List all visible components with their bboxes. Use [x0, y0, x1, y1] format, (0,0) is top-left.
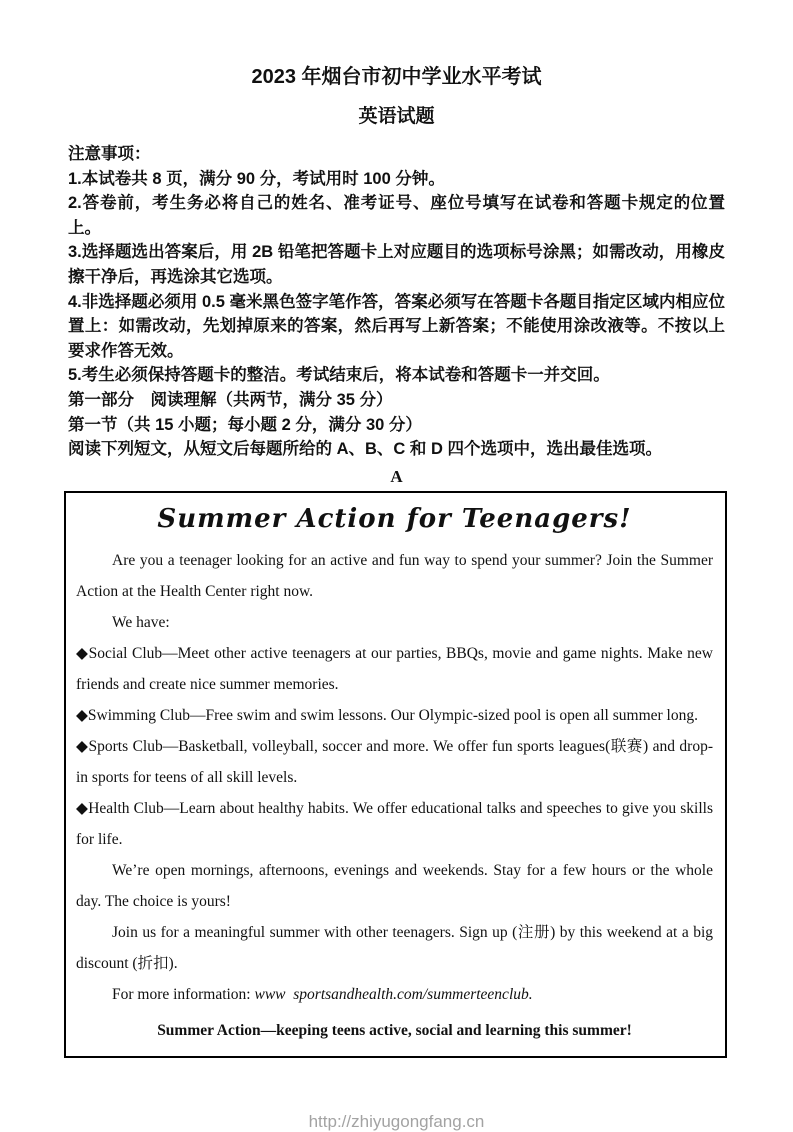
passage-intro: Are you a teenager looking for an active and fun way to spend your summer? Join the Summer Action at the Health Center right now. [76, 551, 713, 600]
footer-watermark-url: http://zhiyugongfang.cn [308, 1111, 485, 1131]
notice-item-2: 2.答卷前，考生务必将自己的姓名、准考证号、座位号填写在试卷和答题卡规定的位置上。 [68, 194, 725, 237]
notice-item-5: 5.考生必须保持答题卡的整洁。考试结束后，将本试卷和答题卡一并交回。 [68, 366, 610, 385]
notice-item-4: 4.非选择题必须用 0.5 毫米黑色签字笔作答，答案必须写在答题卡各题目指定区域内相应位置上：如需改动，先划掉原来的答案，然后再写上新答案；不能使用涂改液等。不按以上要求作答无效。 [68, 292, 725, 360]
reading-instruction: 阅读下列短文，从短文后每题所给的 A、B、C 和 D 四个选项中，选出最佳选项。 [68, 440, 662, 459]
more-info-label: For more information: [112, 985, 255, 1003]
page-title: 2023 年烟台市初中学业水平考试 [251, 66, 542, 88]
club-item-social: ◆Social Club—Meet other active teenagers at our parties, BBQs, movie and game nights. Make new friends and create nice summer memories. [76, 644, 713, 693]
part1-heading: 第一部分 阅读理解（共两节，满分 35 分） [68, 390, 393, 409]
passage-title: Summer Action for Teenagers! [157, 503, 632, 534]
passage-join: Join us for a meaningful summer with other teenagers. Sign up (注册) by this weekend at a big discount (折扣). [76, 923, 713, 972]
club-item-swimming: ◆Swimming Club—Free swim and swim lessons. Our Olympic-sized pool is open all summer long. [76, 706, 698, 724]
club-item-sports: ◆Sports Club—Basketball, volleyball, soccer and more. We offer fun sports leagues(联赛) and drop-in sports for teens of all skill levels. [76, 737, 713, 786]
passage-label: A [390, 466, 403, 486]
section1-heading: 第一节（共 15 小题；每小题 2 分，满分 30 分） [68, 415, 422, 434]
passage-box [64, 491, 727, 1058]
passage-more-info [76, 979, 713, 1010]
page-subtitle: 英语试题 [358, 106, 435, 127]
passage-slogan: Summer Action—keeping teens active, social and learning this summer! [157, 1021, 632, 1039]
notice-item-3: 3.选择题选出答案后，用 2B 铅笔把答题卡上对应题目的选项标号涂黑；如需改动，用橡皮擦干净后，再选涂其它选项。 [68, 243, 725, 286]
notices-section [68, 142, 725, 388]
more-info-url: www sportsandhealth.com/summerteenclub. [254, 985, 533, 1003]
notice-item-1: 1.本试卷共 8 页，满分 90 分，考试用时 100 分钟。 [68, 169, 445, 188]
passage-we-have: We have: [112, 613, 170, 631]
notices-heading: 注意事项： [68, 145, 151, 163]
passage-hours: We’re open mornings, afternoons, evenings and weekends. Stay for a few hours or the whole day. The choice is yours! [76, 861, 713, 910]
club-item-health: ◆Health Club—Learn about healthy habits. We offer educational talks and speeches to give you skills for life. [76, 799, 713, 848]
